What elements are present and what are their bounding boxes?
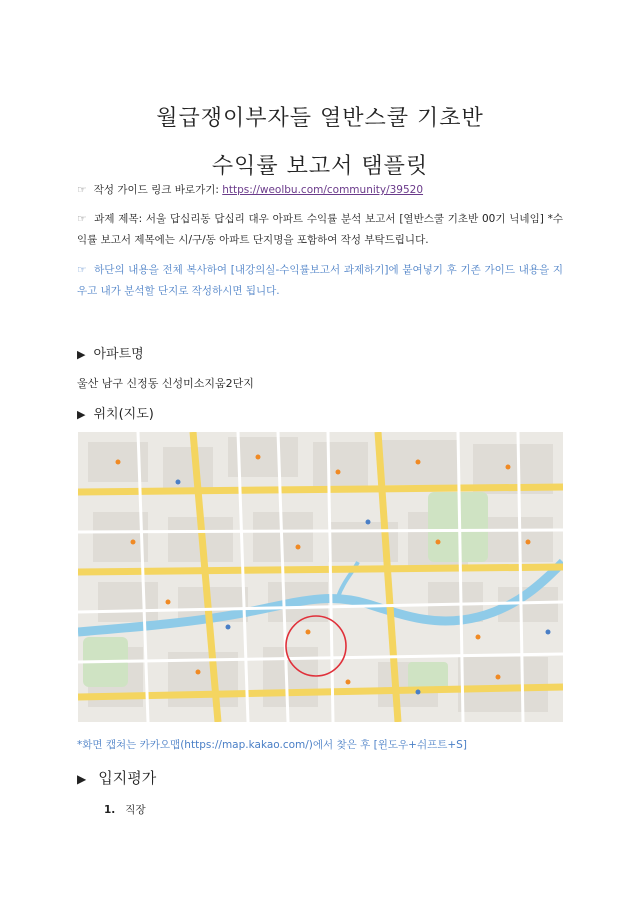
section-heading-evaluation [77, 767, 156, 788]
pointing-hand-icon: ☞ [77, 264, 87, 276]
location-map-image [78, 432, 563, 722]
list-label: 직장 [125, 804, 146, 816]
section-label: 아파트명 [93, 347, 144, 362]
pointing-hand-icon: ☞ [77, 213, 87, 225]
section-heading-apartment [77, 343, 144, 362]
section-heading-location [77, 403, 154, 422]
assignment-paragraph [77, 209, 563, 251]
guide-line [77, 180, 563, 201]
instruction-paragraph [77, 260, 563, 302]
map-graphic [78, 432, 563, 722]
apartment-name: 울산 남구 신정동 신성미소지움2단지 [77, 377, 254, 390]
pointing-hand-icon: ☞ [77, 184, 87, 196]
document-title: 월급쟁이부자들 열반스쿨 기초반 [156, 106, 484, 131]
guide-label: 작성 가이드 링크 바로가기: [93, 184, 223, 196]
list-item [104, 802, 146, 817]
instruction-text: 하단의 내용을 전체 복사하여 [내강의실-수익률보고서 과제하기]에 붙여넣기 후 기존 가이드 내용을 지우고 내가 분석할 단지로 작성하시면 됩니다. [77, 264, 563, 297]
list-number: 1. [104, 804, 116, 816]
guide-link[interactable]: https://weolbu.com/community/39520 [222, 184, 424, 196]
document-subtitle: 수익률 보고서 탬플릿 [211, 154, 429, 179]
assignment-text: 과제 제목: 서울 답십리동 답십리 대우 아파트 수익률 분석 보고서 [열반스쿨 기초반 00기 닉네임] *수익률 보고서 제목에는 시/구/동 아파트 단지명을 포함하여 작성 부탁드립니다. [77, 213, 563, 246]
section-label: 위치(지도) [93, 407, 154, 422]
map-caption: *화면 캡쳐는 카카오맵(https://map.kakao.com/)에서 찾은 후 [윈도우+쉬프트+S] [77, 739, 467, 751]
triangle-right-icon: ▶ [77, 772, 87, 786]
section-label: 입지평가 [98, 769, 157, 787]
triangle-right-icon: ▶ [77, 348, 86, 361]
triangle-right-icon: ▶ [77, 408, 86, 421]
